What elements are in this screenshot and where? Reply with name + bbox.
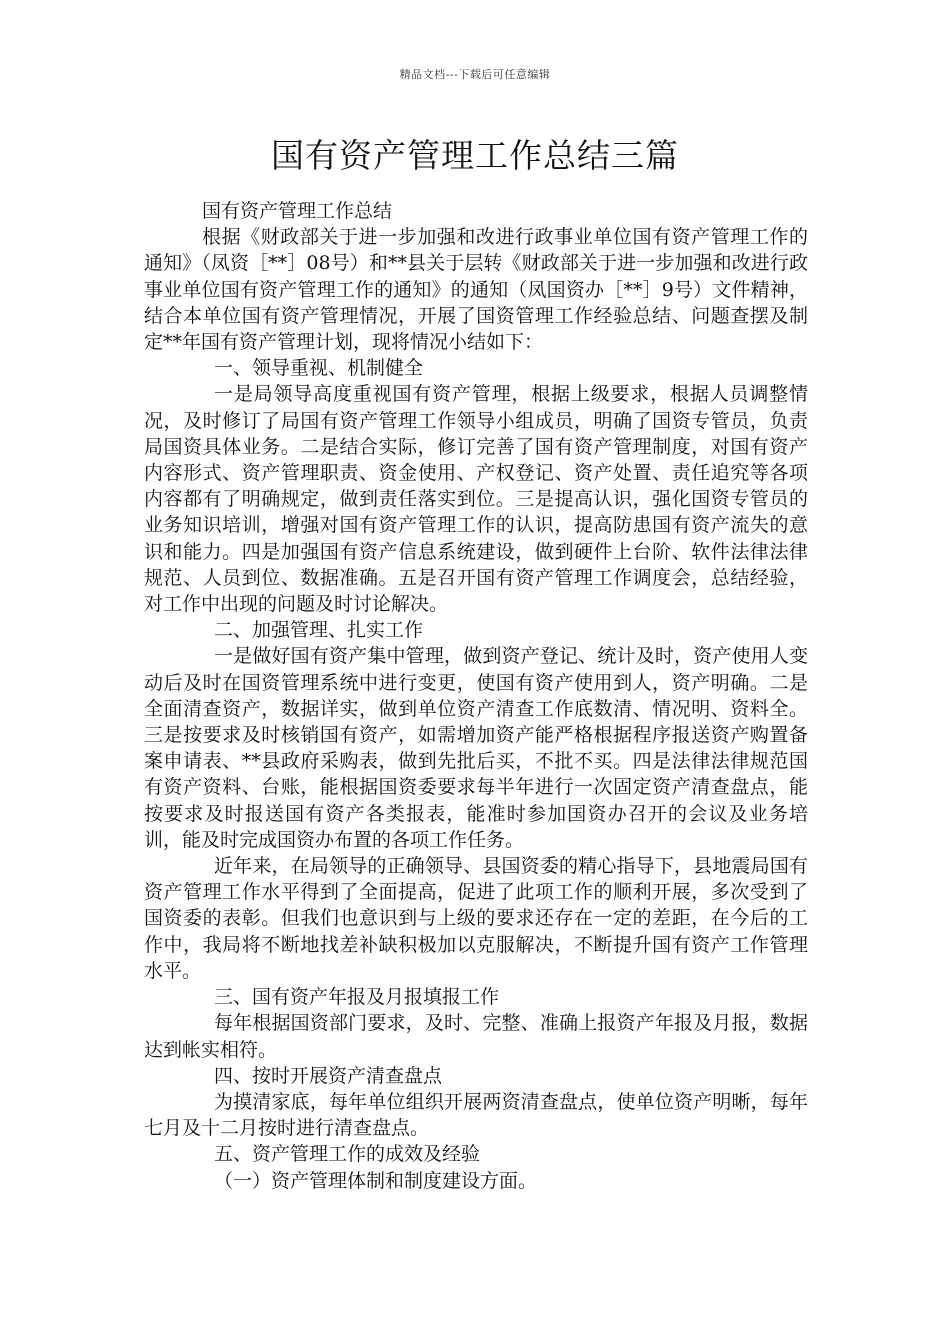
section-2-summary-paragraph: 近年来，在局领导的正确领导、县国资委的精心指导下，县地震局国有资产管理工作水平得到了全面提高，促进了此项工作的顺利开展，多次受到了国资委的表彰。但我们也意识到与上级的要求还存在一定的差距，在今后的工作中，我局将不断地找差补缺积极加以克服解决，不断提升国有资产工作管理水平。 [144, 855, 808, 982]
subsection-heading-5-1: （一）资产管理体制和制度建设方面。 [214, 1169, 538, 1192]
section-heading-3: 三、国有资产年报及月报填报工作 [214, 986, 500, 1009]
section-1-paragraph: 一是局领导高度重视国有资产管理，根据上级要求，根据人员调整情况，及时修订了局国有资产管理工作领导小组成员，明确了国资专管员，负责局国资具体业务。二是结合实际，修订完善了国有资产管理制度，对国有资产内容形式、资产管理职责、资金使用、产权登记、资产处置、责任追究等各项内容都有了明确规定，做到责任落实到位。三是提高认识，强化国资专管员的业务知识培训，增强对国有资产管理工作的认识，提高防患国有资产流失的意识和能力。四是加强国有资产信息系统建设，做到硬件上台阶、软件法律法律规范、人员到位、数据准确。五是召开国有资产管理工作调度会，总结经验，对工作中出现的问题及时讨论解决。 [144, 383, 808, 616]
intro-paragraph: 根据《财政部关于进一步加强和改进行政事业单位国有资产管理工作的通知》（凤资［**］08号）和**县关于层转《财政部关于进一步加强和改进行政事业单位国有资产管理工作的通知》的通知（凤国资办［**］9号）文件精神，结合本单位国有资产管理情况，开展了国资管理工作经验总结、问题查摆及制定**年国有资产管理计划，现将情况小结如下： [144, 226, 808, 354]
section-2-paragraph: 一是做好国有资产集中管理，做到资产登记、统计及时，资产使用人变动后及时在国资管理系统中进行变更，使国有资产使用到人，资产明确。二是全面清查资产，数据详实，做到单位资产清查工作底数清、情况明、资料全。三是按要求及时核销国有资产，如需增加资产能严格根据程序报送资产购置备案申请表、**县政府采购表，做到先批后买，不批不买。四是法律法律规范国有资产资料、台账，能根据国资委要求每半年进行一次固定资产清查盘点，能按要求及时报送国有资产各类报表，能准时参加国资办召开的会议及业务培训，能及时完成国资办布置的各项工作任务。 [144, 645, 808, 851]
section-4-paragraph: 为摸清家底，每年单位组织开展两资清查盘点，使单位资产明晰，每年七月及十二月按时进行清查盘点。 [144, 1090, 808, 1140]
section-heading-2: 二、加强管理、扎实工作 [214, 619, 424, 642]
document-title: 国有资产管理工作总结三篇 [271, 136, 679, 175]
section-heading-1: 一、领导重视、机制健全 [214, 357, 424, 380]
header-note: 精品文档---下载后可任意编辑 [399, 68, 551, 81]
section-3-paragraph: 每年根据国资部门要求，及时、完整、准确上报资产年报及月报，数据达到帐实相符。 [144, 1012, 808, 1061]
section-heading-4: 四、按时开展资产清查盘点 [214, 1064, 443, 1087]
document-body [144, 198, 808, 1194]
document-subtitle: 国有资产管理工作总结 [202, 200, 393, 222]
section-heading-5: 五、资产管理工作的成效及经验 [214, 1143, 481, 1166]
